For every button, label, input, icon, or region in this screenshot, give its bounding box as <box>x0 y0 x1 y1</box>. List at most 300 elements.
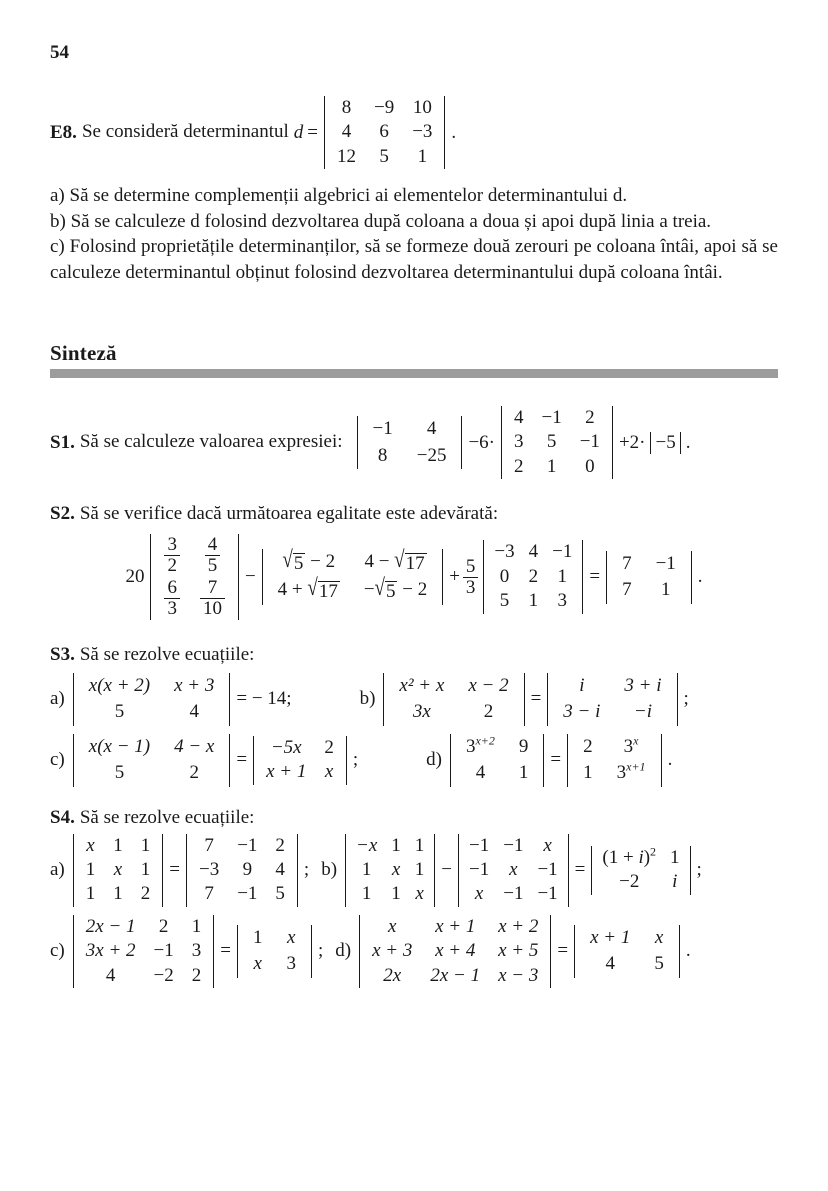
page-number: 54 <box>50 42 69 63</box>
exercise-s4-b-rel: = <box>574 859 586 881</box>
det-cell: 0 <box>585 455 595 477</box>
det-bar-left <box>345 834 346 907</box>
det-bar-right <box>568 834 569 907</box>
det-cell: 5 <box>654 953 664 975</box>
det-cell: −1 <box>469 834 490 856</box>
det-bar-left <box>606 551 607 604</box>
frac-denominator: 3 <box>164 598 180 619</box>
det-cell: 3x + 2 <box>85 940 136 962</box>
exercise-s3-head <box>50 642 778 669</box>
det-bar-right <box>213 915 214 988</box>
exercise-e8-part-a: a) Să se determine complemenții algebrici ai elementelor determinantului d. <box>50 185 628 207</box>
table-row <box>349 882 431 906</box>
det-cell: x <box>287 926 296 948</box>
det-cell: −1 <box>579 431 600 453</box>
det-cell: x <box>415 883 424 905</box>
det-cell: 4 <box>528 541 539 563</box>
exercise-s4-row-1 <box>50 834 778 907</box>
exercise-s2-equation <box>50 534 778 620</box>
det-bar-left <box>567 734 568 787</box>
table-row <box>77 915 210 939</box>
det-cell: 2 <box>528 565 539 587</box>
det-cell: x − 3 <box>498 964 539 986</box>
table-row <box>257 760 343 784</box>
det-cell: −1 <box>372 418 393 440</box>
exercise-e8-determinant <box>321 96 448 169</box>
exercise-s3-b-lhs <box>380 673 527 726</box>
det-cell: −i <box>633 701 653 723</box>
det-cell: −1 <box>541 407 562 429</box>
abs-value: −5 <box>655 431 676 453</box>
exercise-s4-d-end: . <box>685 940 691 962</box>
exercise-s3-row-2 <box>50 734 778 787</box>
det-cell: x <box>391 858 401 880</box>
det-cell: 8 <box>341 97 352 118</box>
exercise-s3-a-rel: = − 14; <box>236 688 292 710</box>
det-cell: 1 <box>113 834 123 856</box>
det-bar-left <box>73 834 74 907</box>
det-cell: 1 <box>140 834 151 856</box>
det-cell: x − 2 <box>468 674 509 696</box>
exercise-s1-det-a <box>354 416 466 469</box>
exercise-s4-a-rel: = <box>169 859 180 881</box>
table-row <box>77 734 227 760</box>
exercise-s1 <box>50 406 778 479</box>
det-cell: 5 <box>546 431 557 453</box>
exercise-s3-d-end: . <box>667 749 673 771</box>
det-cell: 5 <box>379 145 389 167</box>
det-cell: 1 <box>85 858 96 880</box>
det-cell: 1 <box>85 883 96 905</box>
det-cell: 2 <box>189 762 199 784</box>
det-cell: x + 1 <box>590 926 631 948</box>
exercise-s3-c-lhs <box>70 734 234 787</box>
det-bar-right <box>679 925 680 978</box>
table-row <box>505 430 609 454</box>
det-cell: 2 <box>483 701 494 723</box>
det-cell <box>154 534 190 577</box>
det-cell: 7 <box>204 883 214 905</box>
det-cell: x <box>543 834 552 856</box>
det-cell: −1 <box>655 552 676 574</box>
exercise-s3-b-end: ; <box>683 688 689 710</box>
table-row <box>487 540 579 564</box>
table-row <box>571 760 657 786</box>
det-bar-left <box>324 96 325 169</box>
det-cell: 1 <box>528 590 539 612</box>
det-cell: 1 <box>361 883 372 905</box>
det-bar-left <box>237 925 238 978</box>
det-cell: 4 − x <box>174 735 215 757</box>
exercise-s3-text: Să se rezolve ecuațiile: <box>79 643 255 665</box>
exercise-s4-text: Să se rezolve ecuațiile: <box>79 806 255 828</box>
table-row <box>551 699 673 725</box>
sqrt-icon: √ 17 <box>394 547 425 575</box>
det-bar-left <box>574 925 575 978</box>
exercise-e8-lead: Se consideră determinantul <box>81 121 289 143</box>
det-cell: 1 <box>252 926 263 948</box>
exercise-e8-part-c: c) Folosind proprietățile determinanților, să se formeze două zerouri pe coloana întâi, apoi să se calculeze determinantul obținut folosind dezvoltarea determinantului după coloana întâi. <box>50 236 778 283</box>
det-cell: 3 <box>286 953 296 975</box>
det-cell: 1 <box>191 915 202 937</box>
exercise-s2-rhs <box>603 551 695 604</box>
det-bar-left <box>383 673 384 726</box>
table-row <box>363 939 547 963</box>
det-cell: 2 <box>583 735 593 757</box>
exercise-s1-label: S1. <box>50 431 75 453</box>
det-bar-right <box>461 416 462 469</box>
table-row <box>387 699 520 725</box>
frac-numerator: 7 <box>207 577 218 599</box>
table-row <box>77 760 227 786</box>
det-bar-right <box>612 406 613 479</box>
table-row <box>595 846 686 870</box>
table-row <box>266 577 440 605</box>
table-row <box>387 673 520 699</box>
table-row <box>551 673 673 699</box>
table-row <box>77 882 160 906</box>
exercise-s1-op1: −6· <box>468 431 495 453</box>
det-bar-right <box>691 551 692 604</box>
table-row <box>77 673 227 699</box>
det-cell: 5 <box>114 701 125 723</box>
det-cell: x + 1 <box>435 915 476 937</box>
det-cell: 2 <box>158 915 169 937</box>
table-row <box>349 858 431 882</box>
table-row <box>349 834 431 858</box>
table-row <box>328 96 441 120</box>
det-cell: x <box>113 858 123 880</box>
det-cell: 2 <box>191 964 202 986</box>
table-row <box>77 939 210 963</box>
det-cell <box>154 577 190 620</box>
table-row <box>361 416 459 442</box>
det-bar-left <box>450 734 451 787</box>
exercise-s4-d-tag: d) <box>335 940 352 962</box>
det-cell: −5x <box>270 736 302 758</box>
det-bar-left <box>483 540 484 613</box>
table-row <box>241 951 308 977</box>
table-row <box>328 145 441 169</box>
frac-denominator: 2 <box>164 555 180 576</box>
det-cell: x + 3 <box>372 940 413 962</box>
det-bar-left <box>357 416 358 469</box>
exercise-s3-b-rhs <box>544 673 680 726</box>
det-cell: x(x + 2) <box>88 674 151 696</box>
table-row <box>154 534 235 577</box>
fraction <box>200 578 225 619</box>
table-row <box>505 406 609 430</box>
det-cell: 1 <box>417 145 428 167</box>
table-row <box>363 964 547 988</box>
table-row <box>578 925 676 951</box>
det-cell: −1 <box>537 883 558 905</box>
abs-bar-left <box>650 432 651 454</box>
det-cell: −2 <box>153 964 174 986</box>
det-cell: 3 <box>514 431 524 453</box>
exercise-s2-det3 <box>480 540 586 613</box>
det-cell: 2 <box>514 455 524 477</box>
table-row <box>77 858 160 882</box>
exercise-s2-frac-coef <box>463 557 479 598</box>
exercise-s2-label: S2. <box>50 503 75 525</box>
table-row <box>505 455 609 479</box>
exercise-s2-period: . <box>697 566 703 588</box>
det-cell: 2 <box>140 883 151 905</box>
exercise-s2-coef: 20 <box>125 566 145 588</box>
det-cell: 4 + √ 17 <box>277 575 338 603</box>
exercise-e8-var: d <box>293 121 304 143</box>
sqrt-icon: √ 17 <box>307 575 338 603</box>
table-row <box>487 589 579 613</box>
det-cell: −1 <box>153 940 174 962</box>
det-cell: 12 <box>336 145 356 167</box>
exercise-s3-b-tag: b) <box>359 688 376 710</box>
det-cell: 1 <box>414 858 425 880</box>
exercise-s1-det-b <box>498 406 616 479</box>
det-bar-right <box>229 673 230 726</box>
exercise-e8-part-b: b) Să se calculeze d folosind dezvoltarea după coloana a doua și apoi după linia a treia. <box>50 210 712 232</box>
table-row <box>610 577 688 603</box>
det-cell: $(1 + i)^2$ <box>602 844 657 868</box>
det-cell: 4 <box>275 858 285 880</box>
exercise-s1-op2: +2· <box>618 431 646 453</box>
exercise-e8-period: . <box>451 121 457 143</box>
det-bar-right <box>162 834 163 907</box>
table-row <box>77 699 227 725</box>
fraction <box>164 535 180 576</box>
frac-numerator: 6 <box>167 577 177 599</box>
exercise-s4-c-rhs <box>234 925 315 978</box>
abs-bar-right <box>680 432 681 454</box>
exercise-s3-b-rel: = <box>530 688 542 710</box>
det-bar-right <box>690 846 691 895</box>
det-cell: 10 <box>412 97 432 118</box>
exercise-s4-a-tag: a) <box>50 859 65 881</box>
det-cell: 2x − 1 <box>85 915 136 937</box>
exercise-s4-d-lhs <box>356 915 554 988</box>
exercise-s4-a-end: ; <box>303 859 310 881</box>
det-bar-right <box>677 673 678 726</box>
exercise-s2-text: Să se verifice dacă următoarea egalitate este adevărată: <box>79 503 499 525</box>
exercise-s1-period: . <box>685 431 691 453</box>
det-bar-left <box>253 736 254 785</box>
det-cell: −1 <box>537 858 558 880</box>
exercise-s4-c-lhs <box>70 915 217 988</box>
det-cell: 0 <box>499 565 510 587</box>
exercise-s2-equals: = <box>589 566 601 588</box>
exercise-s4-label: S4. <box>50 806 75 828</box>
table-row <box>462 834 565 858</box>
det-bar-right <box>238 534 239 620</box>
frac-denominator: 3 <box>463 577 479 598</box>
det-cell: 2 <box>324 736 334 758</box>
exercise-s4-b-m2 <box>455 834 572 907</box>
table-row <box>595 870 686 894</box>
det-cell: 2x <box>383 964 402 986</box>
table-row <box>328 120 441 144</box>
sqrt-icon: √ 5 <box>282 547 304 575</box>
det-cell: x + 5 <box>498 940 539 962</box>
det-cell: 2 <box>585 407 595 429</box>
exercise-s3 <box>50 642 778 787</box>
table-row <box>257 736 343 760</box>
det-cell: 4 <box>341 121 352 143</box>
page-content <box>50 96 778 988</box>
det-cell: −1 <box>469 858 490 880</box>
det-cell: 1 <box>660 579 671 601</box>
det-bar-right <box>311 925 312 978</box>
det-cell: 2 <box>275 834 285 856</box>
exercise-s4-c-end: ; <box>317 940 324 962</box>
det-bar-right <box>297 834 298 907</box>
det-bar-left <box>186 834 187 907</box>
det-cell: √ 5 − 2 <box>282 547 336 575</box>
exercise-s1-row <box>50 406 778 479</box>
table-row <box>578 951 676 977</box>
det-bar-right <box>444 96 445 169</box>
det-cell: − √ 5 − 2 <box>363 575 428 603</box>
det-cell: 4 <box>475 762 486 784</box>
exercise-s4-head <box>50 805 778 832</box>
det-cell: x <box>509 858 518 880</box>
det-bar-left <box>73 915 74 988</box>
table-row <box>462 882 565 906</box>
det-cell: 1 <box>583 762 593 784</box>
det-cell: 7 <box>622 579 632 601</box>
table-row <box>190 858 294 882</box>
exercise-e8-label: E8. <box>50 121 77 143</box>
det-cell: 1 <box>414 834 425 856</box>
exercise-s3-d-lhs <box>447 734 547 787</box>
fraction <box>164 578 180 619</box>
det-cell: 5 <box>275 883 285 905</box>
det-bar-left <box>547 673 548 726</box>
section-title: Sinteză <box>50 341 117 366</box>
det-cell: −25 <box>416 444 447 466</box>
frac-numerator: 3 <box>167 534 177 556</box>
det-cell: 4 <box>426 418 437 440</box>
det-cell: 1 <box>361 858 372 880</box>
det-cell: 1 <box>140 858 151 880</box>
frac-numerator: 4 <box>207 534 218 556</box>
table-row <box>154 577 235 620</box>
frac-numerator: 5 <box>465 555 476 577</box>
det-bar-right <box>434 834 435 907</box>
exercise-s3-d-tag: d) <box>426 749 442 771</box>
det-bar-left <box>591 846 592 895</box>
table-row <box>462 858 565 882</box>
exercise-s4-c-tag: c) <box>50 940 65 962</box>
det-bar-right <box>543 734 544 787</box>
exercise-s4-b-minus: − <box>441 859 453 881</box>
det-cell: 1 <box>391 834 401 856</box>
det-cell: x + 2 <box>498 915 539 937</box>
det-cell: 9 <box>518 735 529 757</box>
det-cell: 5 <box>114 762 125 784</box>
det-cell: x(x − 1) <box>88 735 151 757</box>
det-cell: −2 <box>619 871 640 893</box>
det-cell: 3 <box>557 590 567 612</box>
exercise-s2-frac-matrix <box>147 534 242 620</box>
det-cell: $3^{x+2}$ <box>465 733 495 757</box>
exercise-e8 <box>50 96 778 169</box>
det-cell: −3 <box>494 541 515 563</box>
exercise-s3-d-rhs <box>564 734 664 787</box>
det-cell: 1 <box>113 883 123 905</box>
exercise-s3-c-tag: c) <box>50 749 65 771</box>
table-row <box>266 549 440 577</box>
det-bar-left <box>359 915 360 988</box>
det-bar-left <box>150 534 151 620</box>
det-cell: 1 <box>518 762 529 784</box>
table-row <box>610 551 688 577</box>
exercise-s3-c-rhs <box>250 736 350 785</box>
table-row <box>454 760 540 786</box>
table-row <box>190 882 294 906</box>
det-cell: 3 + i <box>624 674 662 696</box>
det-cell: x + 1 <box>266 761 307 783</box>
det-bar-left <box>501 406 502 479</box>
exercise-s4 <box>50 805 778 988</box>
exercise-s4-c-rel: = <box>220 940 231 962</box>
table-row <box>77 964 210 988</box>
table-row <box>571 734 657 760</box>
table-row <box>241 925 308 951</box>
det-cell: x² + x <box>399 674 445 696</box>
det-bar-left <box>73 673 74 726</box>
det-cell: 5 <box>499 590 510 612</box>
det-cell: 3 <box>191 940 202 962</box>
det-cell: −9 <box>373 97 395 118</box>
det-cell: 7 <box>622 552 632 574</box>
det-cell: x <box>324 761 334 783</box>
exercise-s4-b-end: ; <box>696 859 702 881</box>
det-cell: 3 − i <box>563 701 601 723</box>
exercise-s3-a-lhs <box>70 673 234 726</box>
exercise-s3-a-tag: a) <box>50 688 65 710</box>
exercise-s4-a-rhs <box>183 834 301 907</box>
table-row <box>77 834 160 858</box>
exercise-s3-d-rel: = <box>550 749 562 771</box>
det-cell: x <box>654 926 664 948</box>
exercise-e8-equals: = <box>307 121 318 143</box>
table-row <box>487 565 579 589</box>
det-cell: 1 <box>557 565 567 587</box>
exercise-s2-head <box>50 501 778 528</box>
frac-denominator: 10 <box>200 598 225 619</box>
det-cell: −3 <box>198 858 220 880</box>
det-cell: i <box>672 871 678 893</box>
det-cell: x <box>387 915 397 937</box>
det-bar-right <box>661 734 662 787</box>
det-cell: 4 <box>514 407 524 429</box>
det-cell: x + 3 <box>174 674 215 696</box>
det-cell: x + 4 <box>435 940 476 962</box>
exercise-s4-d-rhs <box>571 925 683 978</box>
det-cell: −3 <box>412 121 433 143</box>
exercise-s4-d-rel: = <box>557 940 569 962</box>
det-bar-left <box>458 834 459 907</box>
exercise-s1-text: Să se calculeze valoarea expresiei: <box>79 431 343 453</box>
det-cell: 3$^x$ <box>623 733 639 757</box>
exercise-s2-plus: + <box>449 566 460 588</box>
det-cell: 9 <box>242 858 253 880</box>
det-cell: −x <box>356 834 378 856</box>
det-bar-right <box>442 549 443 605</box>
det-bar-left <box>262 549 263 605</box>
table-row <box>454 734 540 760</box>
